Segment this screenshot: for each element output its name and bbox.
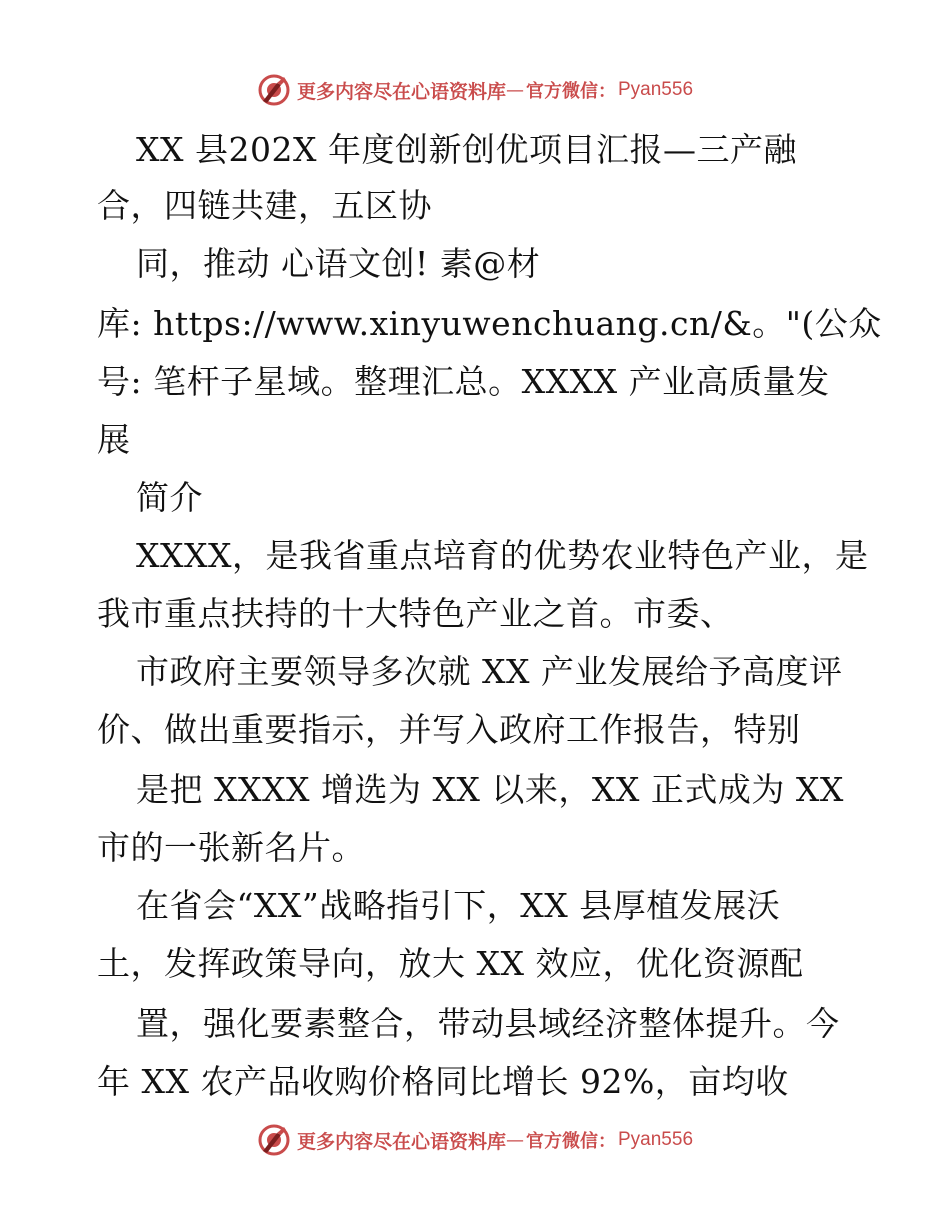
brush-logo-icon [257, 73, 291, 107]
paragraph-line: XXXX，是我省重点培育的优势农业特色产业，是 [136, 536, 869, 575]
paragraph-line: 置，强化要素整合，带动县域经济整体提升。今 [136, 1004, 840, 1043]
banner-separator: — [506, 79, 524, 101]
footer-banner [0, 1118, 950, 1162]
paragraph-line: 市政府主要领导多次就 XX 产业发展给予高度评 [136, 652, 843, 691]
paragraph-line: XX 县202X 年度创新创优项目汇报—三产融 [136, 130, 797, 169]
paragraph-line: 库: https://www.xinyuwenchuang.cn/&。"(公众 [97, 304, 882, 343]
header-banner [0, 68, 950, 112]
paragraph-line: 市的一张新名片。 [97, 828, 365, 867]
paragraph-line: 价、做出重要指示，并写入政府工作报告，特别 [97, 710, 801, 749]
paragraph-line: 是把 XXXX 增选为 XX 以来，XX 正式成为 XX [136, 770, 844, 809]
section-heading: 简介 [136, 478, 203, 517]
brush-logo-icon [257, 1123, 291, 1157]
banner-wechat-id: Pyan556 [618, 1129, 694, 1150]
banner-main-text: 更多内容尽在心语资料库 [296, 80, 506, 103]
banner-wechat-label: 官方微信： [526, 1131, 616, 1152]
banner-separator: — [506, 1129, 524, 1151]
paragraph-line: 号: 笔杆子星域。整理汇总。XXXX 产业高质量发 [97, 362, 830, 401]
paragraph-line: 同，推动 心语文创! 素@材 [136, 244, 541, 283]
banner-main-text: 更多内容尽在心语资料库 [296, 1130, 506, 1153]
paragraph-line: 展 [97, 420, 131, 459]
paragraph-line: 合，四链共建，五区协 [97, 186, 432, 225]
paragraph-line: 我市重点扶持的十大特色产业之首。市委、 [97, 594, 734, 633]
paragraph-line: 年 XX 农产品收购价格同比增长 92%，亩均收 [97, 1062, 789, 1101]
banner-wechat-id: Pyan556 [618, 79, 694, 100]
paragraph-line: 在省会“XX”战略指引下，XX 县厚植发展沃 [136, 886, 781, 925]
paragraph-line: 土，发挥政策导向，放大 XX 效应，优化资源配 [97, 944, 804, 983]
banner-wechat-label: 官方微信： [526, 81, 616, 102]
